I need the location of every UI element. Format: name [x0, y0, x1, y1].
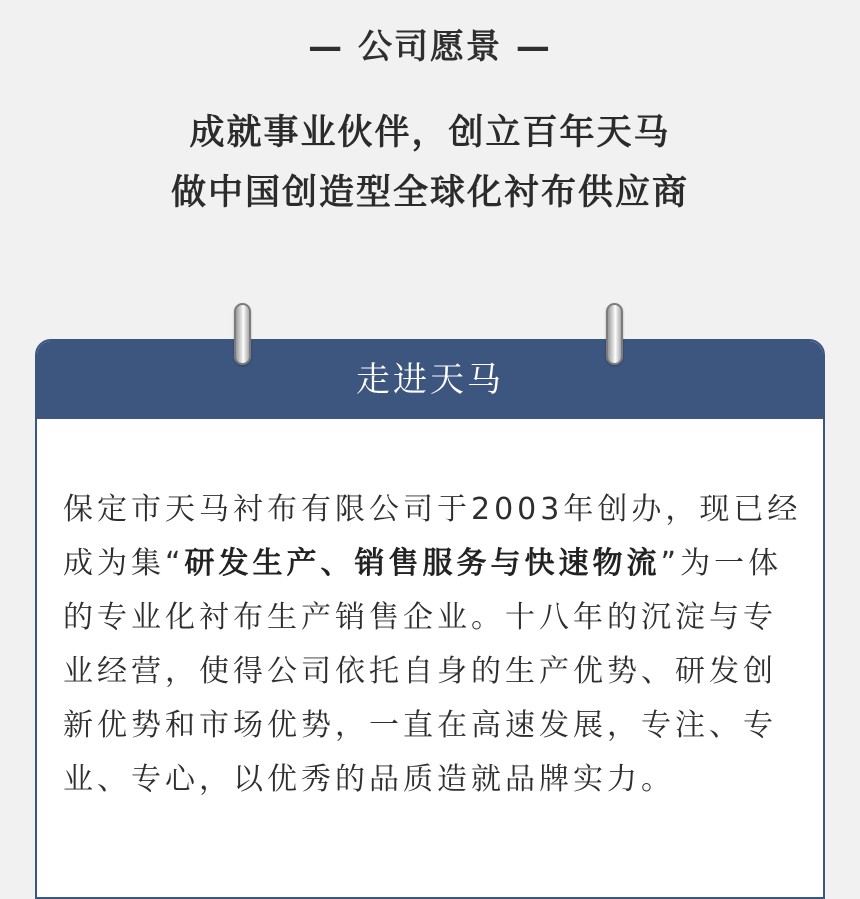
binder-ring-right-icon	[606, 303, 623, 365]
intro-emphasis: 研发生产、销售服务与快速物流	[184, 546, 661, 581]
binder-ring-left-icon	[234, 303, 251, 365]
vision-line-1: 成就事业伙伴，创立百年天马	[189, 113, 671, 153]
vision-title: — 公司愿景 —	[308, 27, 552, 67]
intro-text-part-1: 保定市天马衬布有限公司于2003年创办，现已经成为集“	[63, 492, 802, 581]
card-header: 走进天马	[37, 341, 823, 419]
intro-paragraph	[63, 483, 803, 807]
intro-text-part-2: ”为一体的专业化衬布生产销售企业。十八年的沉淀与专业经营，使得公司依托自身的生产优势、研发创新优势和市场优势，一直在高速发展，专注、专业、专心，以优秀的品质造就品牌实力。	[63, 546, 783, 797]
about-card	[35, 339, 825, 899]
vision-line-2: 做中国创造型全球化衬布供应商	[170, 173, 689, 213]
